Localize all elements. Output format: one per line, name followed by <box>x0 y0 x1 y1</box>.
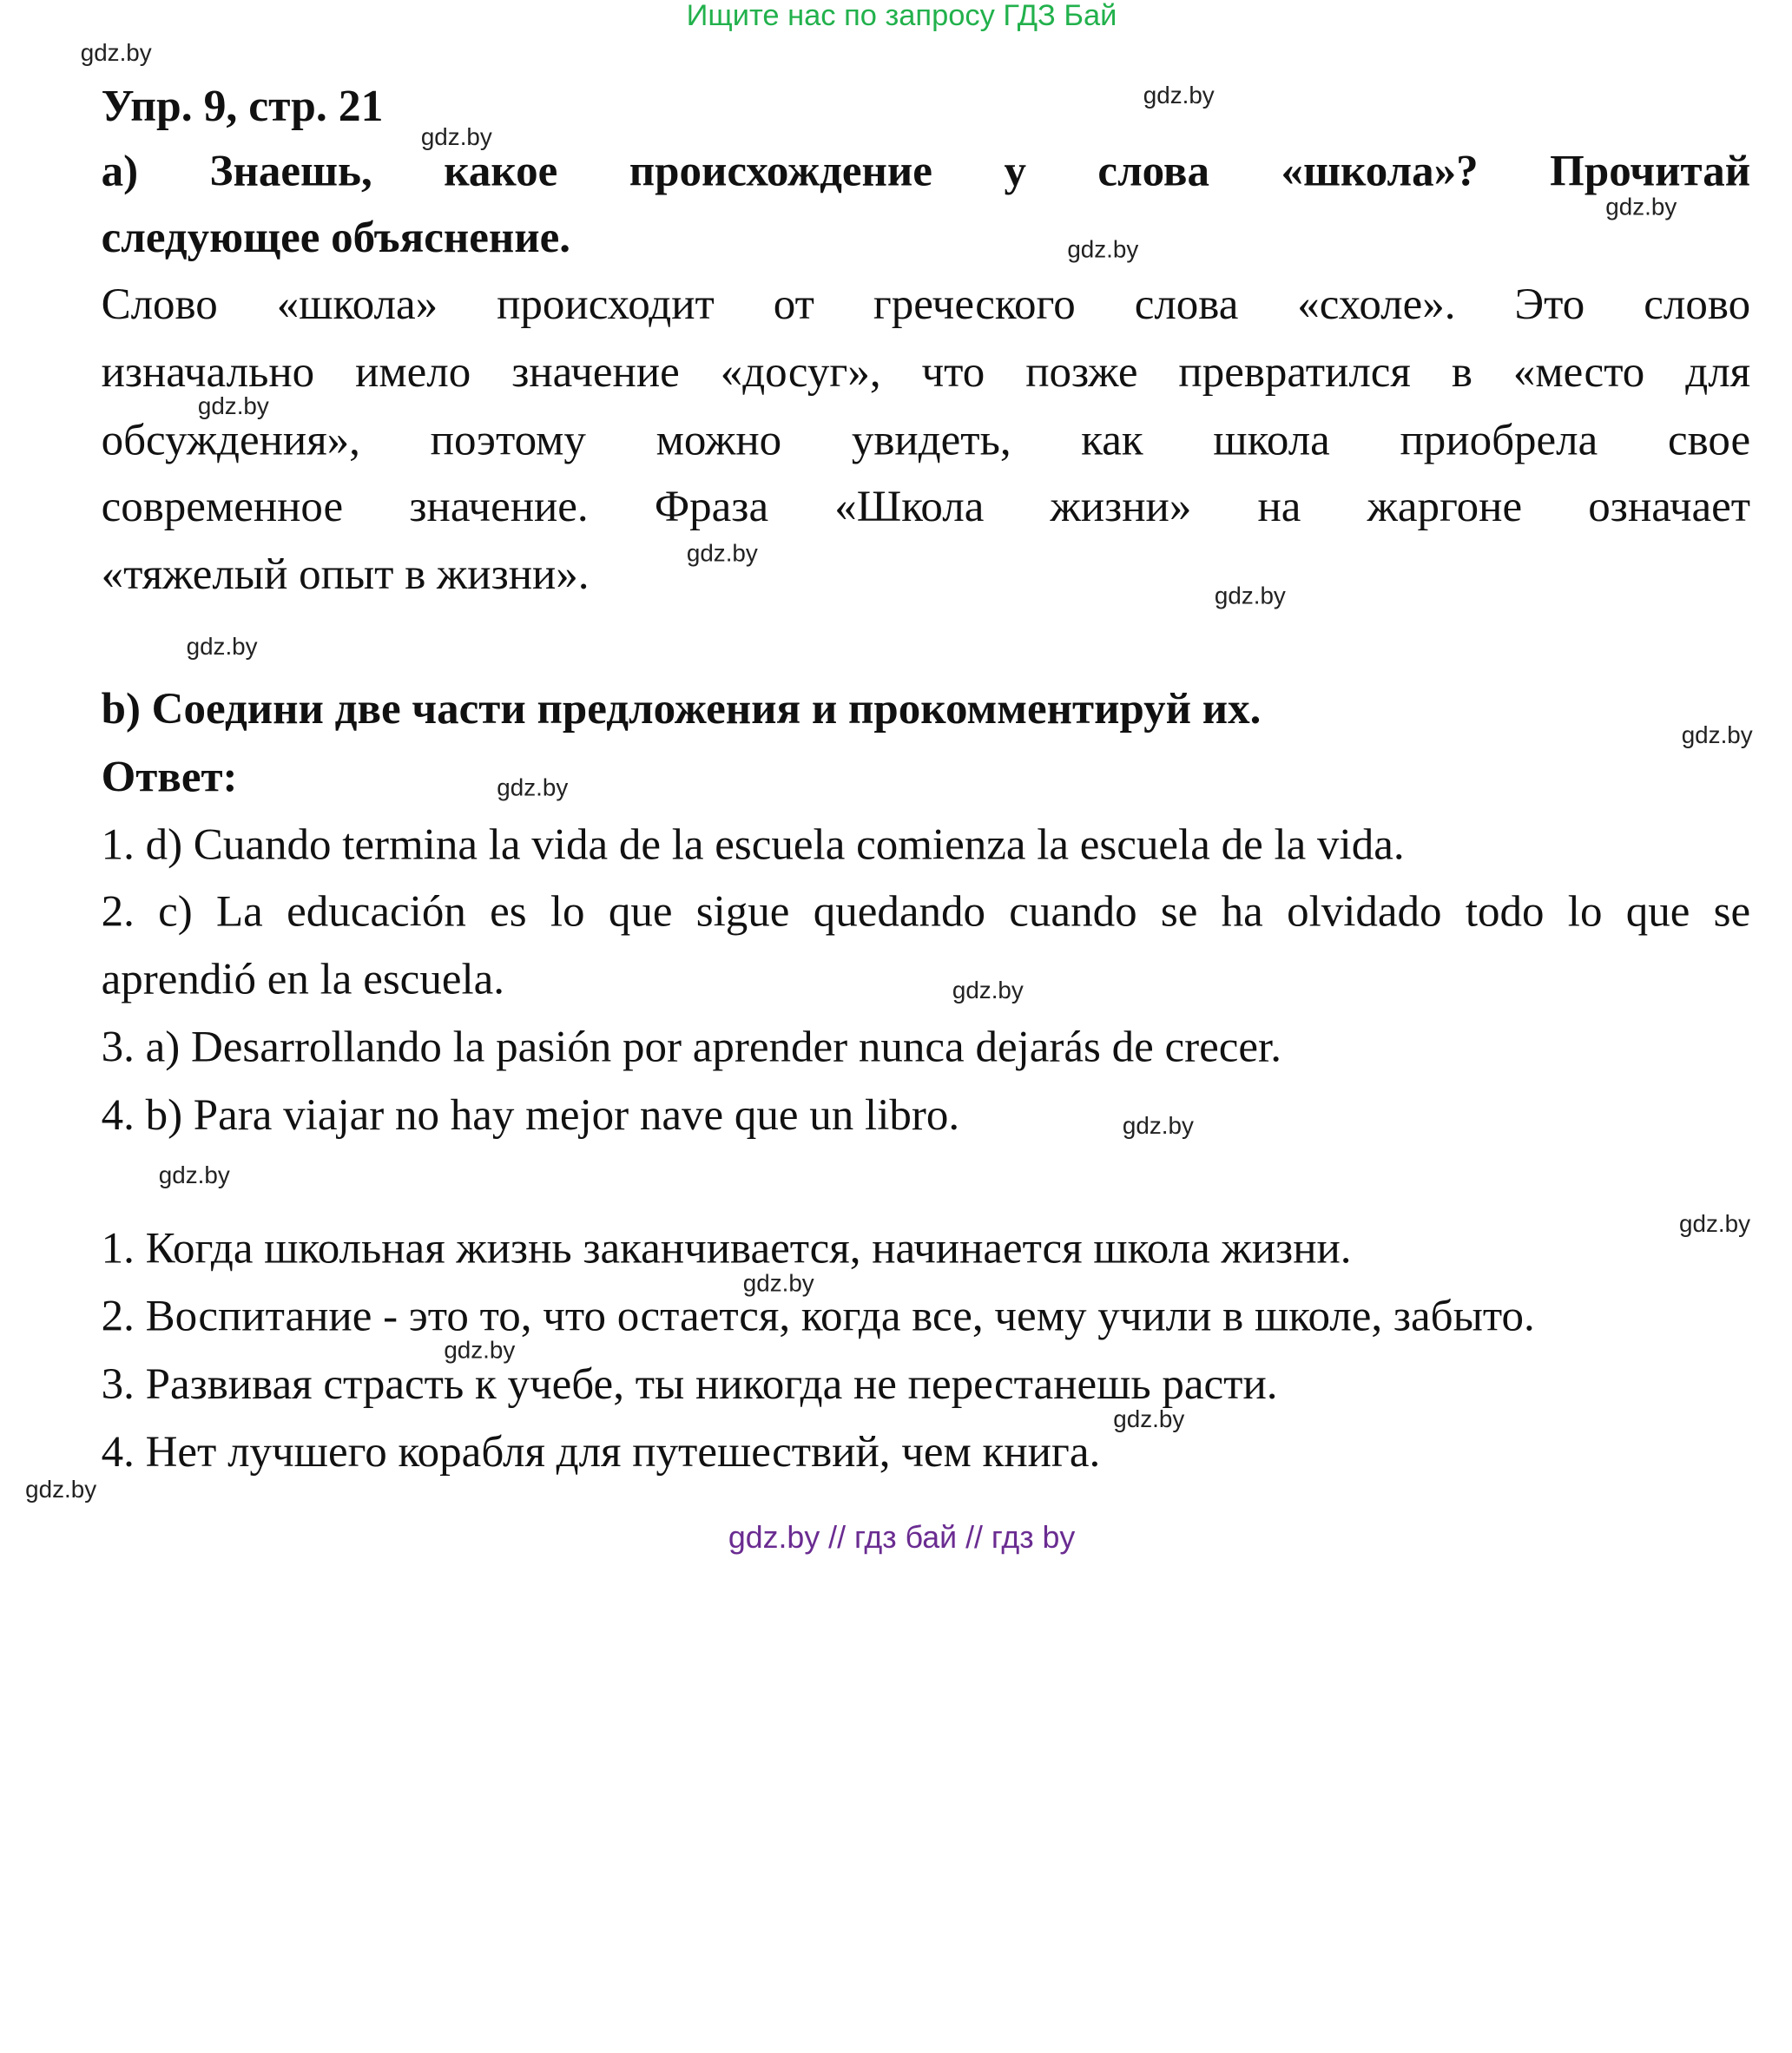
word: для <box>1685 348 1751 398</box>
watermark: gdz.by <box>158 1162 230 1189</box>
answer-label: Ответ: <box>101 753 238 802</box>
paragraph-line-5: «тяжелый опыт в жизни». <box>101 550 590 600</box>
word: sigue <box>695 887 790 937</box>
footer-links[interactable]: gdz.by // гдз бай // гдз by <box>728 1520 1076 1555</box>
watermark: gdz.by <box>25 1476 97 1504</box>
watermark: gdz.by <box>1681 721 1753 749</box>
watermark: gdz.by <box>420 124 492 151</box>
word: современное <box>101 483 344 532</box>
word: Фраза <box>654 483 769 532</box>
search-banner[interactable]: Ищите нас по запросу ГДЗ Бай <box>686 0 1117 33</box>
word: жизни» <box>1050 483 1192 532</box>
watermark: gdz.by <box>952 977 1024 1004</box>
word: превратился <box>1178 348 1411 398</box>
word: от <box>773 280 814 329</box>
watermark: gdz.by <box>186 633 258 661</box>
word: у <box>1004 147 1026 196</box>
watermark: gdz.by <box>1679 1210 1751 1238</box>
word: значение. <box>409 483 589 532</box>
word: как <box>1081 416 1143 465</box>
word: происхождение <box>629 147 932 196</box>
word: «досуг», <box>720 348 881 398</box>
word: «Школа <box>834 483 985 532</box>
watermark: gdz.by <box>1122 1113 1194 1140</box>
word: поэтому <box>430 416 586 465</box>
word: слова <box>1097 147 1209 196</box>
word: Это <box>1514 280 1585 329</box>
paragraph-line-4 <box>102 485 1751 530</box>
exercise-heading: Упр. 9, стр. 21 <box>101 82 384 132</box>
word: позже <box>1025 348 1138 398</box>
watermark: gdz.by <box>80 40 152 67</box>
word: приобрела <box>1400 416 1598 465</box>
word: ha <box>1221 887 1263 937</box>
paragraph-line-1 <box>101 280 1751 329</box>
task-b: b) Соедини две части предложения и прокомментируй их. <box>101 685 1262 734</box>
word: происходит <box>497 280 715 329</box>
word: «схоле». <box>1297 280 1456 329</box>
word: какое <box>444 147 558 196</box>
watermark: gdz.by <box>1605 194 1677 221</box>
task-a-line-1 <box>102 149 1751 194</box>
word: La <box>216 887 263 937</box>
watermark: gdz.by <box>444 1337 516 1365</box>
watermark: gdz.by <box>1214 582 1286 610</box>
answer-es-3: 3. a) Desarrollando la pasión por aprender nunca dejarás de crecer. <box>101 1023 1281 1072</box>
word: свое <box>1667 416 1751 465</box>
word: educación <box>287 887 466 937</box>
word: значение <box>511 348 680 398</box>
word: можно <box>656 416 782 465</box>
word: se <box>1713 887 1751 937</box>
word: «место <box>1512 348 1645 398</box>
word: школа <box>1213 416 1330 465</box>
answer-es-2 <box>101 887 1751 937</box>
word: c) <box>158 887 193 937</box>
word: es <box>490 887 527 937</box>
answer-ru-4: 4. Нет лучшего корабля для путешествий, чем книга. <box>101 1428 1101 1477</box>
word: увидеть, <box>851 416 1011 465</box>
word: имело <box>355 348 471 398</box>
answer-ru-3: 3. Развивая страсть к учебе, ты никогда не перестанешь расти. <box>101 1360 1278 1409</box>
word: «школа» <box>276 280 438 329</box>
word: слово <box>1644 280 1751 329</box>
word: в <box>1451 348 1472 398</box>
word: греческого <box>873 280 1076 329</box>
task-a-line-2: следующее объяснение. <box>101 214 571 263</box>
answer-es-4: 4. b) Para viajar no hay mejor nave que un libro. <box>101 1091 960 1140</box>
word: «школа»? <box>1281 147 1479 196</box>
paragraph-line-3 <box>102 418 1751 463</box>
word: todo <box>1465 887 1545 937</box>
word: Прочитай <box>1550 147 1751 196</box>
word: Слово <box>101 280 218 329</box>
answer-ru-2: 2. Воспитание - это то, что остается, когда все, чему учили в школе, забыто. <box>101 1292 1535 1341</box>
watermark: gdz.by <box>1067 236 1139 264</box>
word: lo <box>1567 887 1603 937</box>
word: жаргоне <box>1367 483 1523 532</box>
word: Знаешь, <box>209 147 372 196</box>
word: а) <box>101 147 139 196</box>
word: на <box>1257 483 1301 532</box>
word: olvidado <box>1287 887 1442 937</box>
watermark: gdz.by <box>742 1270 814 1298</box>
word: quedando <box>813 887 986 937</box>
watermark: gdz.by <box>1113 1406 1185 1433</box>
word: изначально <box>101 348 315 398</box>
watermark: gdz.by <box>197 393 269 420</box>
watermark: gdz.by <box>686 540 758 568</box>
answer-es-1: 1. d) Cuando termina la vida de la escuela comienza la escuela de la vida. <box>101 820 1405 870</box>
word: обсуждения», <box>101 416 360 465</box>
word: que <box>1625 887 1690 937</box>
answer-ru-1: 1. Когда школьная жизнь заканчивается, начинается школа жизни. <box>101 1224 1352 1273</box>
word: слова <box>1134 280 1239 329</box>
word: lo <box>550 887 585 937</box>
word: cuando <box>1009 887 1137 937</box>
watermark: gdz.by <box>1143 82 1215 109</box>
paragraph-line-2 <box>101 348 1751 398</box>
watermark: gdz.by <box>497 774 569 802</box>
word: 2. <box>101 887 135 937</box>
word: означает <box>1588 483 1751 532</box>
answer-es-2-cont: aprendió en la escuela. <box>101 955 505 1004</box>
word: что <box>921 348 985 398</box>
word: que <box>608 887 673 937</box>
word: se <box>1160 887 1198 937</box>
